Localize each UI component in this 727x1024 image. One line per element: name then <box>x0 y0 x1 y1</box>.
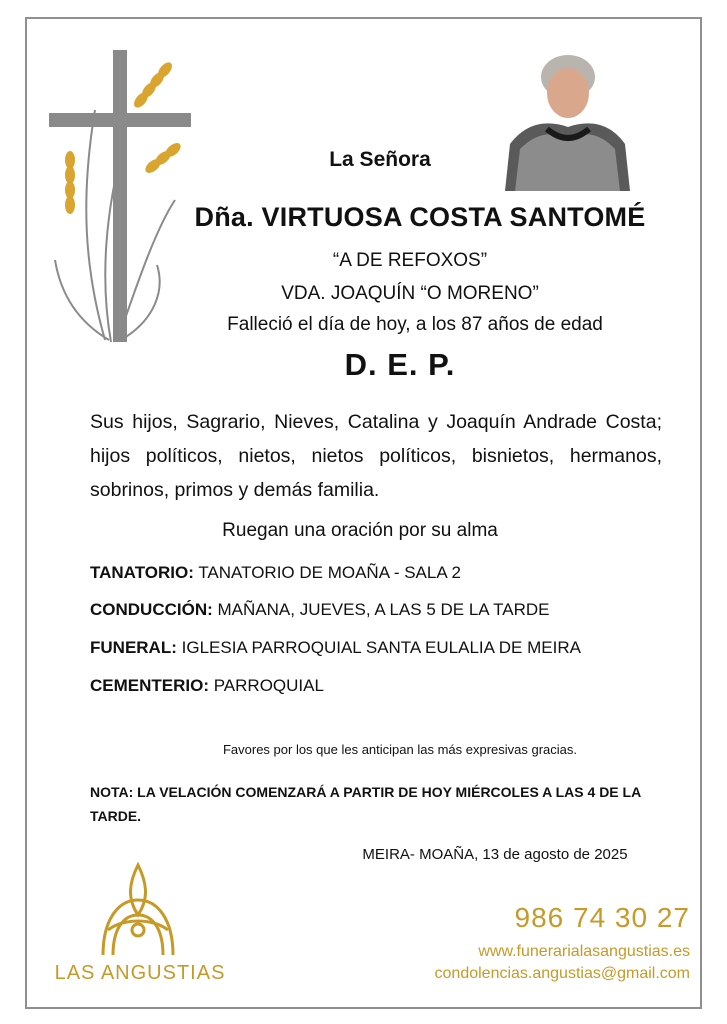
deceased-name: Dña. VIRTUOSA COSTA SANTOMÉ <box>194 202 646 232</box>
place-date: MEIRA- MOAÑA, 13 de agosto de 2025 <box>362 846 628 863</box>
brand-name: LAS ANGUSTIAS <box>54 962 226 984</box>
title-prefix: La Señora <box>329 148 431 171</box>
family-text: Sus hijos, Sagrario, Nieves, Catalina y Joaquín Andrade Costa; hijos políticos, nietos, nietos políticos, bisnietos, hermanos, sobrinos, primos y demás familia. <box>90 411 662 501</box>
website-link[interactable]: www.funerarialasangustias.es <box>478 943 690 960</box>
prayer-text: Ruegan una oración por su alma <box>222 520 498 541</box>
thanks-text: Favores por los que les anticipan las más expresivas gracias. <box>222 742 578 757</box>
portrait-photo <box>505 49 630 191</box>
detail-conduccion <box>90 600 690 620</box>
deceased-alias: “A DE REFOXOS” <box>332 250 488 271</box>
detail-value: IGLESIA PARROQUIAL SANTA EULALIA DE MEIRA <box>181 638 581 657</box>
detail-value: MAÑANA, JUEVES, A LAS 5 DE LA TARDE <box>217 600 550 619</box>
rip-text: D. E. P. <box>344 347 456 382</box>
detail-label: FUNERAL: <box>90 638 177 657</box>
email-link[interactable]: condolencias.angustias@gmail.com <box>434 965 690 982</box>
detail-label: TANATORIO: <box>90 563 194 582</box>
detail-funeral <box>90 638 690 658</box>
detail-tanatorio <box>90 563 690 583</box>
detail-label: CEMENTERIO: <box>90 676 209 695</box>
widow-of: VDA. JOAQUÍN “O MORENO” <box>281 283 539 304</box>
death-note: Falleció el día de hoy, a los 87 años de edad <box>227 314 603 335</box>
brand-logo-icon <box>88 860 188 960</box>
detail-cementerio <box>90 676 690 696</box>
detail-value: PARROQUIAL <box>213 676 324 695</box>
detail-label: CONDUCCIÓN: <box>90 600 213 619</box>
cross-wheat-icon <box>45 50 195 350</box>
detail-value: TANATORIO DE MOAÑA - SALA 2 <box>198 563 461 582</box>
phone-number[interactable]: 986 74 30 27 <box>514 902 690 933</box>
note-text: NOTA: LA VELACIÓN COMENZARÁ A PARTIR DE HOY MIÉRCOLES A LAS 4 DE LA TARDE. <box>90 784 641 824</box>
